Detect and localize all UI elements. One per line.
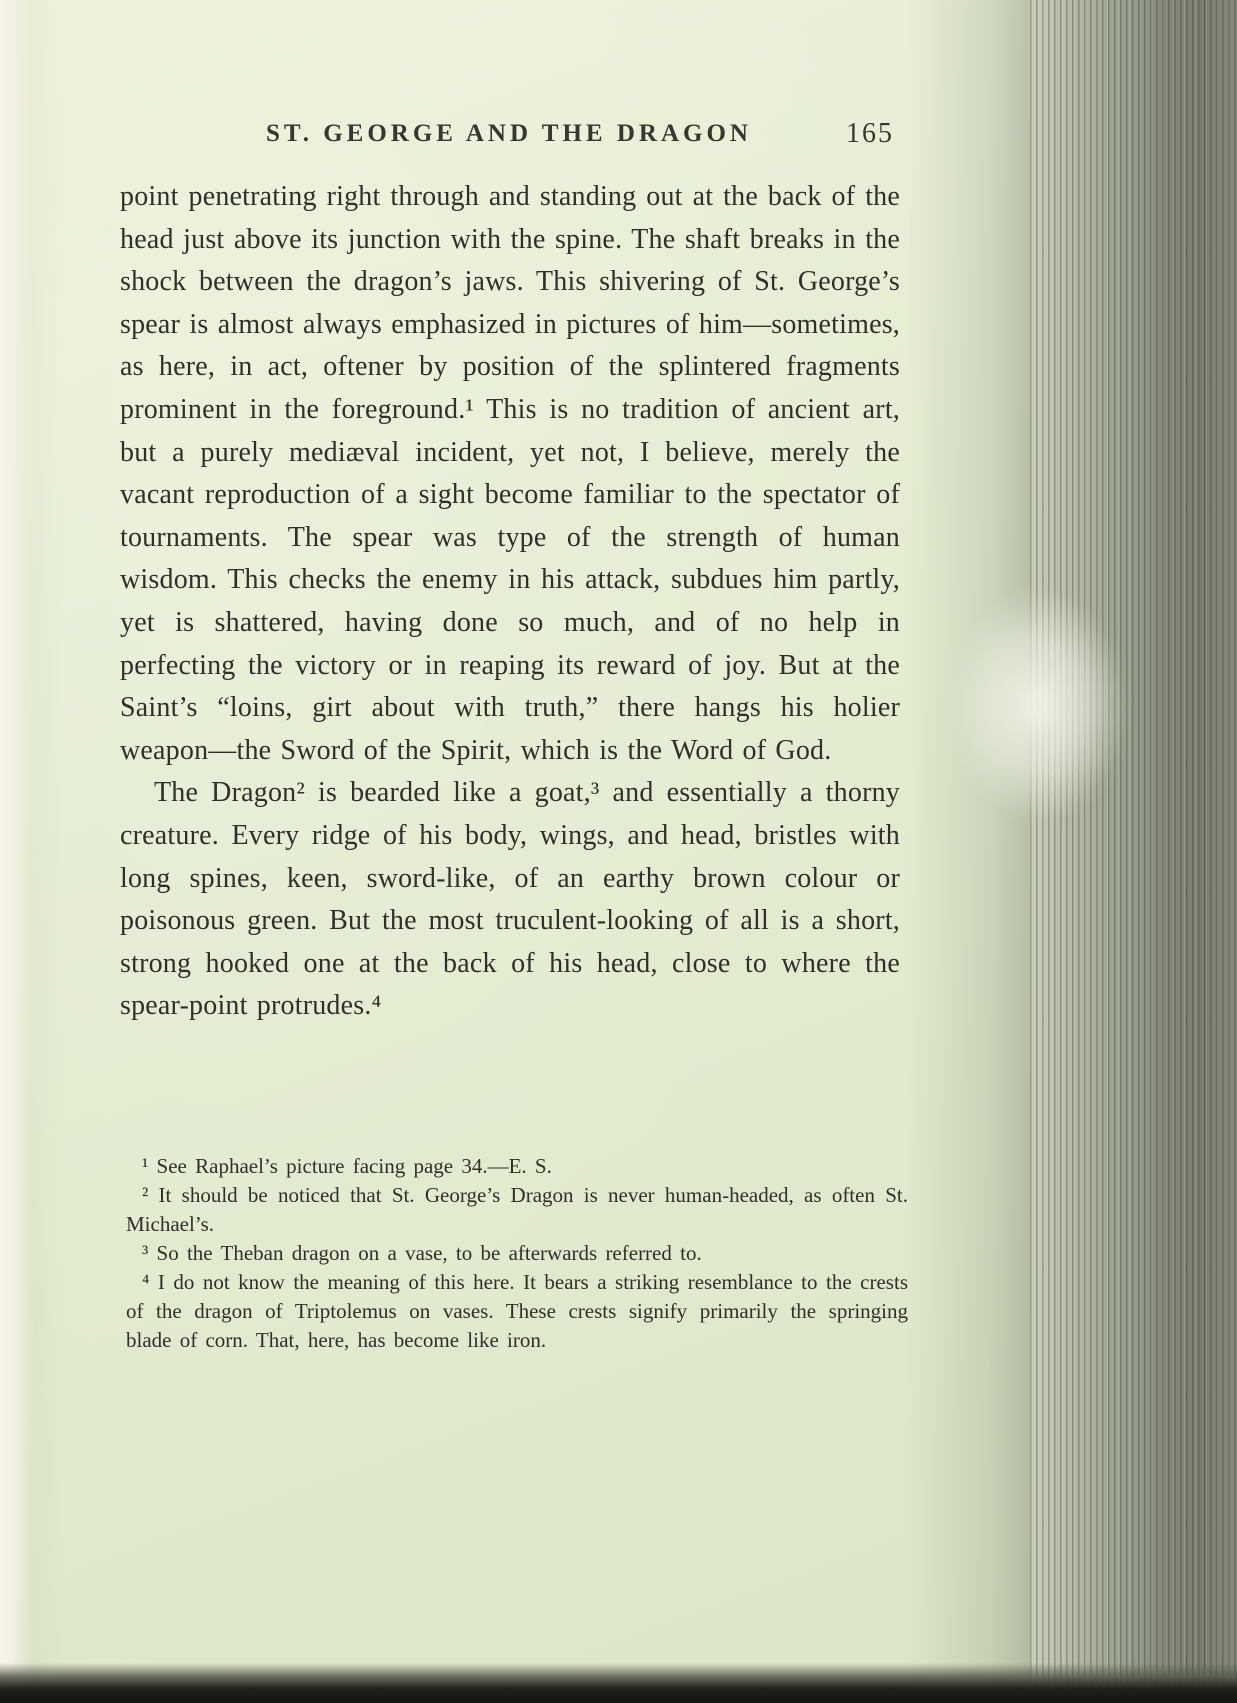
footnotes	[126, 1152, 908, 1355]
scan-bottom-shadow	[0, 1663, 1237, 1703]
page-number: 165	[846, 118, 894, 149]
page-header	[120, 120, 898, 148]
body-text	[120, 176, 900, 1028]
paragraph-1: point penetrating right through and standing out at the back of the head just above its junction with the spine. The shaft breaks in the shock between the dragon’s jaws. This shivering of St. George’s spear is almost always emphasized in pictures of him—sometimes, as here, in act, oftener by position of the splintered fragments prominent in the foreground.¹ This is no tradition of ancient art, but a purely mediæval incident, yet not, I believe, merely the vacant reproduction of a sight become familiar to the spectator of tournaments. The spear was type of the strength of human wisdom. This checks the enemy in his attack, subdues him partly, yet is shattered, having done so much, and of no help in perfecting the victory or in reaping its reward of joy. But at the Saint’s “loins, girt about with truth,” there hangs his holier weapon—the Sword of the Spirit, which is the Word of God.	[120, 181, 900, 766]
footnote-4: ⁴ I do not know the meaning of this here. It bears a striking resemblance to the crests of the dragon of Triptolemus on vases. These crests signify primarily the springing blade of corn. That, here, has become like iron.	[126, 1270, 908, 1352]
book-fore-edge	[1030, 0, 1237, 1703]
footnote-3: ³ So the Theban dragon on a vase, to be afterwards referred to.	[142, 1241, 702, 1265]
page-left-edge	[0, 0, 34, 1703]
scan-blur-smudge	[948, 588, 1128, 823]
footnote-2: ² It should be noticed that St. George’s Dragon is never human-headed, as often St. Michael’s.	[126, 1183, 908, 1236]
running-title: ST. GEORGE AND THE DRAGON	[266, 120, 752, 147]
paragraph-2: The Dragon² is bearded like a goat,³ and essentially a thorny creature. Every ridge of his body, wings, and head, bristles with long spines, keen, sword-like, of an earthy brown colour or poisonous green. But the most truculent-looking of all is a short, strong hooked one at the back of his head, close to where the spear-point protrudes.⁴	[120, 777, 900, 1022]
footnote-1: ¹ See Raphael’s picture facing page 34.—E. S.	[142, 1154, 552, 1178]
